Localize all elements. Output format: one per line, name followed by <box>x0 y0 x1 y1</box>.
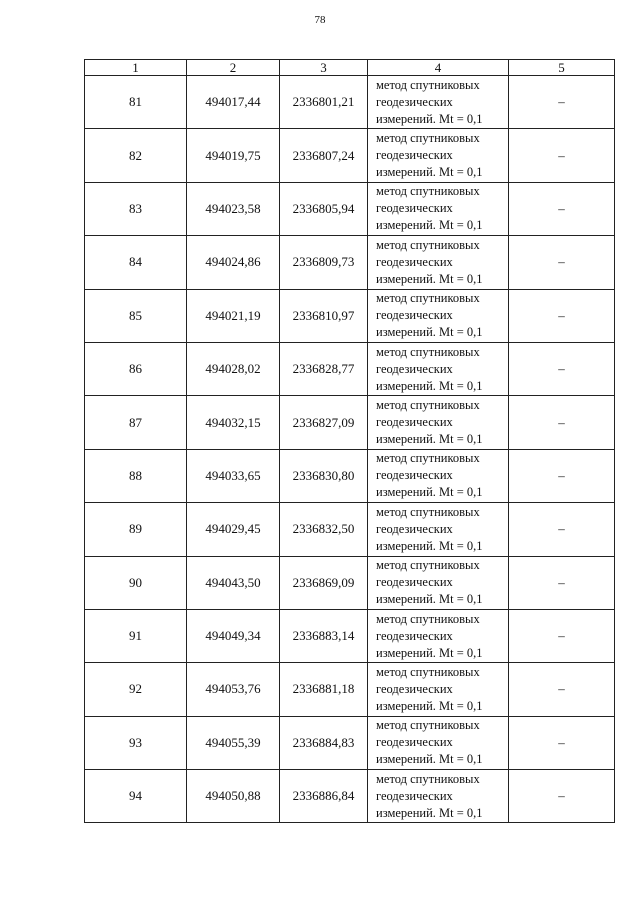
y-coordinate-cell: 2336869,09 <box>280 556 368 609</box>
y-coordinate-cell: 2336827,09 <box>280 396 368 449</box>
table-row <box>85 129 615 182</box>
method-cell: метод спутниковых геодезических измерений. Mt = 0,1 <box>368 236 509 289</box>
table-row <box>85 396 615 449</box>
method-cell: метод спутниковых геодезических измерений. Mt = 0,1 <box>368 342 509 395</box>
x-coordinate-cell: 494021,19 <box>187 289 280 342</box>
point-number-cell: 83 <box>85 182 187 235</box>
y-coordinate-cell: 2336828,77 <box>280 342 368 395</box>
x-coordinate-cell: 494024,86 <box>187 236 280 289</box>
header-col-4: 4 <box>368 60 509 76</box>
method-cell: метод спутниковых геодезических измерений. Mt = 0,1 <box>368 396 509 449</box>
y-coordinate-cell: 2336883,14 <box>280 609 368 662</box>
method-cell: метод спутниковых геодезических измерений. Mt = 0,1 <box>368 449 509 502</box>
y-coordinate-cell: 2336807,24 <box>280 129 368 182</box>
point-number-cell: 89 <box>85 503 187 556</box>
table-body <box>85 76 615 823</box>
point-number-cell: 91 <box>85 609 187 662</box>
x-coordinate-cell: 494049,34 <box>187 609 280 662</box>
method-cell: метод спутниковых геодезических измерений. Mt = 0,1 <box>368 76 509 129</box>
note-cell: – <box>509 236 615 289</box>
table-row <box>85 449 615 502</box>
header-row <box>85 60 615 76</box>
x-coordinate-cell: 494023,58 <box>187 182 280 235</box>
x-coordinate-cell: 494050,88 <box>187 770 280 823</box>
note-cell: – <box>509 289 615 342</box>
table-row <box>85 663 615 716</box>
note-cell: – <box>509 76 615 129</box>
x-coordinate-cell: 494043,50 <box>187 556 280 609</box>
table-row <box>85 76 615 129</box>
note-cell: – <box>509 556 615 609</box>
y-coordinate-cell: 2336805,94 <box>280 182 368 235</box>
point-number-cell: 86 <box>85 342 187 395</box>
y-coordinate-cell: 2336886,84 <box>280 770 368 823</box>
note-cell: – <box>509 129 615 182</box>
point-number-cell: 84 <box>85 236 187 289</box>
method-cell: метод спутниковых геодезических измерений. Mt = 0,1 <box>368 129 509 182</box>
x-coordinate-cell: 494032,15 <box>187 396 280 449</box>
x-coordinate-cell: 494017,44 <box>187 76 280 129</box>
x-coordinate-cell: 494029,45 <box>187 503 280 556</box>
x-coordinate-cell: 494055,39 <box>187 716 280 769</box>
method-cell: метод спутниковых геодезических измерений. Mt = 0,1 <box>368 556 509 609</box>
header-col-2: 2 <box>187 60 280 76</box>
y-coordinate-cell: 2336801,21 <box>280 76 368 129</box>
table-row <box>85 289 615 342</box>
table-row <box>85 556 615 609</box>
point-number-cell: 82 <box>85 129 187 182</box>
point-number-cell: 93 <box>85 716 187 769</box>
table-row <box>85 716 615 769</box>
note-cell: – <box>509 663 615 716</box>
y-coordinate-cell: 2336830,80 <box>280 449 368 502</box>
method-cell: метод спутниковых геодезических измерений. Mt = 0,1 <box>368 503 509 556</box>
note-cell: – <box>509 449 615 502</box>
note-cell: – <box>509 182 615 235</box>
note-cell: – <box>509 609 615 662</box>
y-coordinate-cell: 2336810,97 <box>280 289 368 342</box>
point-number-cell: 90 <box>85 556 187 609</box>
x-coordinate-cell: 494053,76 <box>187 663 280 716</box>
table-row <box>85 236 615 289</box>
y-coordinate-cell: 2336809,73 <box>280 236 368 289</box>
note-cell: – <box>509 770 615 823</box>
x-coordinate-cell: 494033,65 <box>187 449 280 502</box>
table-row <box>85 609 615 662</box>
note-cell: – <box>509 342 615 395</box>
method-cell: метод спутниковых геодезических измерений. Mt = 0,1 <box>368 289 509 342</box>
note-cell: – <box>509 396 615 449</box>
table-row <box>85 503 615 556</box>
y-coordinate-cell: 2336884,83 <box>280 716 368 769</box>
method-cell: метод спутниковых геодезических измерений. Mt = 0,1 <box>368 770 509 823</box>
method-cell: метод спутниковых геодезических измерений. Mt = 0,1 <box>368 182 509 235</box>
method-cell: метод спутниковых геодезических измерений. Mt = 0,1 <box>368 716 509 769</box>
point-number-cell: 87 <box>85 396 187 449</box>
y-coordinate-cell: 2336881,18 <box>280 663 368 716</box>
table-row <box>85 342 615 395</box>
x-coordinate-cell: 494019,75 <box>187 129 280 182</box>
header-col-3: 3 <box>280 60 368 76</box>
header-col-1: 1 <box>85 60 187 76</box>
y-coordinate-cell: 2336832,50 <box>280 503 368 556</box>
point-number-cell: 92 <box>85 663 187 716</box>
note-cell: – <box>509 503 615 556</box>
x-coordinate-cell: 494028,02 <box>187 342 280 395</box>
method-cell: метод спутниковых геодезических измерений. Mt = 0,1 <box>368 663 509 716</box>
table-header <box>85 60 615 76</box>
point-number-cell: 81 <box>85 76 187 129</box>
note-cell: – <box>509 716 615 769</box>
page-number: 78 <box>314 14 326 26</box>
table-row <box>85 182 615 235</box>
method-cell: метод спутниковых геодезических измерений. Mt = 0,1 <box>368 609 509 662</box>
point-number-cell: 94 <box>85 770 187 823</box>
coordinates-table <box>84 59 615 823</box>
point-number-cell: 88 <box>85 449 187 502</box>
point-number-cell: 85 <box>85 289 187 342</box>
header-col-5: 5 <box>509 60 615 76</box>
table-row <box>85 770 615 823</box>
